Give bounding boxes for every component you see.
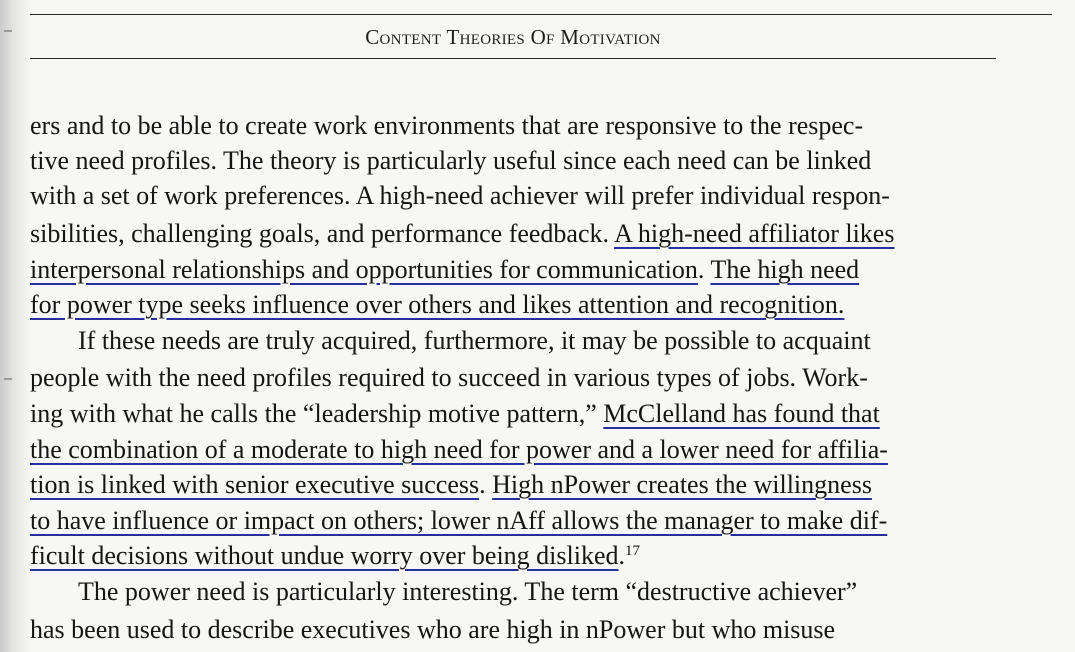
running-head: Content Theories Of Motivation: [365, 25, 661, 49]
margin-mark: [4, 378, 12, 380]
underlined-phrase: ficult decisions without undue worry over being disliked: [30, 541, 619, 570]
text-line: tive need profiles. The theory is particularly useful since each need can be linked: [30, 146, 872, 175]
underlined-phrase: to have influence or impact on others; lower nAff allows the manager to make dif-: [30, 506, 888, 535]
text-line: interpersonal relationships and opportunities for communication. The high need: [30, 255, 860, 284]
text-line: with a set of work preferences. A high-need achiever will prefer individual respon-: [30, 181, 890, 210]
margin-mark: [4, 30, 12, 32]
paragraph-first-line: The power need is particularly interesting. The term “destructive achiever”: [78, 577, 858, 606]
underlined-phrase: interpersonal relationships and opportunities for communication: [30, 255, 698, 284]
text-line: [30, 434, 888, 466]
underlined-phrase: High nPower creates the willingness: [492, 470, 872, 499]
underlined-phrase: McClelland has found that: [603, 399, 880, 428]
underlined-phrase: A high-need affiliator likes: [614, 219, 895, 248]
text-line: tion is linked with senior executive success. High nPower creates the willingness: [30, 470, 872, 499]
text-line: ers and to be able to create work environments that are responsive to the respec-: [30, 111, 864, 140]
text-line: has been used to describe executives who are high in nPower but who misuse: [30, 615, 836, 644]
text-line: ficult decisions without undue worry over being disliked.$^{17}$: [30, 541, 641, 570]
underlined-phrase: tion is linked with senior executive success: [30, 470, 480, 499]
underlined-phrase: the combination of a moderate to high need for power and a lower need for affilia-: [30, 435, 888, 464]
paragraph-first-line: If these needs are truly acquired, furthermore, it may be possible to acquaint: [78, 326, 871, 355]
top-rule: [30, 14, 1052, 15]
header-rule: [30, 58, 996, 59]
text-line: [30, 289, 844, 321]
text-line: sibilities, challenging goals, and performance feedback. A high-need affiliator likes: [30, 219, 895, 248]
text-line: ing with what he calls the “leadership motive pattern,” McClelland has found that: [30, 399, 880, 428]
text-line: people with the need profiles required to succeed in various types of jobs. Work-: [30, 363, 868, 392]
underlined-phrase: for power type seeks influence over others and likes attention and recognition.: [30, 290, 845, 319]
text-line: [30, 505, 887, 537]
underlined-phrase: The high need: [710, 255, 860, 284]
footnote-ref: 17: [625, 543, 641, 559]
page-gutter-shadow: [0, 0, 30, 652]
